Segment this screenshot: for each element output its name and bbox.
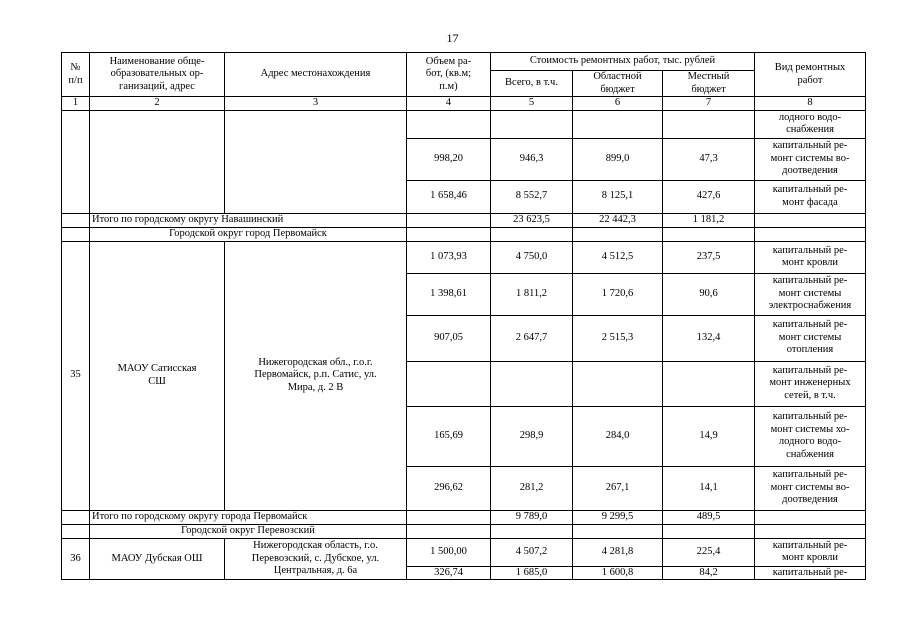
regional-cell: 2 515,3: [573, 315, 663, 361]
header-total: Всего, в т.ч.: [491, 71, 573, 97]
local-cell: 132,4: [663, 315, 755, 361]
work-type-cell: лодного водо- снабжения: [755, 110, 866, 138]
work-type-cell: капитальный ре- монт системы электроснабжения: [755, 273, 866, 315]
local-cell: 14,9: [663, 406, 755, 466]
work-type-cell: капитальный ре-: [755, 566, 866, 580]
colnum: 7: [663, 97, 755, 111]
regional-cell: [573, 110, 663, 138]
subtotal-local: 1 181,2: [663, 213, 755, 227]
empty-cell: [755, 227, 866, 241]
volume-cell: 1 073,93: [407, 241, 491, 273]
regional-cell: [573, 361, 663, 406]
total-cell: 298,9: [491, 406, 573, 466]
volume-cell: 998,20: [407, 138, 491, 180]
table-row: [62, 538, 866, 566]
volume-cell: [407, 110, 491, 138]
subtotal-total: 23 623,5: [491, 213, 573, 227]
header-local: Местный бюджет: [663, 71, 755, 97]
row-number-empty: [62, 110, 90, 213]
subtotal-label: Итого по городскому округу города Первомайск: [90, 510, 407, 524]
regional-cell: 8 125,1: [573, 180, 663, 213]
colnum: 4: [407, 97, 491, 111]
local-cell: 84,2: [663, 566, 755, 580]
work-type-cell: капитальный ре- монт кровли: [755, 241, 866, 273]
regional-cell: 4 512,5: [573, 241, 663, 273]
district-row: [62, 524, 866, 538]
subtotal-row: [62, 213, 866, 227]
work-type-cell: [755, 510, 866, 524]
local-cell: 47,3: [663, 138, 755, 180]
regional-cell: 284,0: [573, 406, 663, 466]
total-cell: 8 552,7: [491, 180, 573, 213]
subtotal-row: [62, 510, 866, 524]
empty-cell: [407, 227, 491, 241]
total-cell: 1 811,2: [491, 273, 573, 315]
colnum: 8: [755, 97, 866, 111]
org-address: Нижегородская обл., г.о.г. Первомайск, р.п. Сатис, ул. Мира, д. 2 В: [225, 241, 407, 510]
subtotal-regional: 9 299,5: [573, 510, 663, 524]
table-row: [62, 241, 866, 273]
colnum: 6: [573, 97, 663, 111]
district-title: Городской округ Перевозский: [90, 524, 407, 538]
address-empty: [225, 110, 407, 213]
subtotal-label: Итого по городскому округу Навашинский: [90, 213, 407, 227]
volume-cell: 1 658,46: [407, 180, 491, 213]
district-title: Городской округ город Первомайск: [90, 227, 407, 241]
total-cell: 946,3: [491, 138, 573, 180]
local-cell: 225,4: [663, 538, 755, 566]
empty-cell: [755, 524, 866, 538]
column-number-row: [62, 97, 866, 111]
district-row: [62, 227, 866, 241]
colnum: 2: [90, 97, 225, 111]
header-address: Адрес местонахождения: [225, 53, 407, 97]
work-type-cell: капитальный ре- монт системы отопления: [755, 315, 866, 361]
work-type-cell: капитальный ре- монт системы во- доотведения: [755, 466, 866, 510]
local-cell: 14,1: [663, 466, 755, 510]
total-cell: 4 750,0: [491, 241, 573, 273]
row-number: 35: [62, 241, 90, 510]
regional-cell: 4 281,8: [573, 538, 663, 566]
total-cell: [491, 110, 573, 138]
header-regional: Областной бюджет: [573, 71, 663, 97]
total-cell: 281,2: [491, 466, 573, 510]
org-address: Нижегородская область, г.о. Перевозский, с. Дубское, ул. Центральная, д. 6а: [225, 538, 407, 580]
total-cell: 1 685,0: [491, 566, 573, 580]
header-number: № п/п: [62, 53, 90, 97]
local-cell: [663, 110, 755, 138]
table-row: [62, 110, 866, 138]
volume-cell: 907,05: [407, 315, 491, 361]
work-type-cell: [755, 213, 866, 227]
empty-cell: [663, 524, 755, 538]
local-cell: [663, 361, 755, 406]
district-spacer: [62, 524, 90, 538]
header-org-name: Наименование обще- образовательных ор- ганизаций, адрес: [90, 53, 225, 97]
org-name-empty: [90, 110, 225, 213]
org-name: МАОУ Сатисская СШ: [90, 241, 225, 510]
work-type-cell: капитальный ре- монт системы хо- лодного водо- снабжения: [755, 406, 866, 466]
volume-cell: [407, 213, 491, 227]
colnum: 5: [491, 97, 573, 111]
work-type-cell: капитальный ре- монт инженерных сетей, в т.ч.: [755, 361, 866, 406]
header-work-type: Вид ремонтных работ: [755, 53, 866, 97]
total-cell: 2 647,7: [491, 315, 573, 361]
regional-cell: 1 720,6: [573, 273, 663, 315]
empty-cell: [573, 524, 663, 538]
volume-cell: 326,74: [407, 566, 491, 580]
empty-cell: [407, 524, 491, 538]
total-cell: [491, 361, 573, 406]
repair-costs-table: [61, 52, 866, 580]
regional-cell: 1 600,8: [573, 566, 663, 580]
page-number: 17: [446, 31, 459, 45]
colnum: 3: [225, 97, 407, 111]
empty-cell: [573, 227, 663, 241]
subtotal-regional: 22 442,3: [573, 213, 663, 227]
empty-cell: [663, 227, 755, 241]
volume-cell: [407, 361, 491, 406]
header-cost-group: Стоимость ремонтных работ, тыс. рублей: [491, 53, 755, 71]
header-volume: Объем ра- бот, (кв.м; п.м): [407, 53, 491, 97]
work-type-cell: капитальный ре- монт фасада: [755, 180, 866, 213]
work-type-cell: капитальный ре- монт кровли: [755, 538, 866, 566]
local-cell: 237,5: [663, 241, 755, 273]
volume-cell: 296,62: [407, 466, 491, 510]
empty-cell: [491, 227, 573, 241]
volume-cell: [407, 510, 491, 524]
row-number: 36: [62, 538, 90, 580]
subtotal-total: 9 789,0: [491, 510, 573, 524]
work-type-cell: капитальный ре- монт системы во- доотведения: [755, 138, 866, 180]
district-spacer: [62, 227, 90, 241]
volume-cell: 1 398,61: [407, 273, 491, 315]
local-cell: 427,6: [663, 180, 755, 213]
volume-cell: 165,69: [407, 406, 491, 466]
colnum: 1: [62, 97, 90, 111]
empty-cell: [491, 524, 573, 538]
total-cell: 4 507,2: [491, 538, 573, 566]
subtotal-spacer: [62, 510, 90, 524]
regional-cell: 267,1: [573, 466, 663, 510]
volume-cell: 1 500,00: [407, 538, 491, 566]
org-name: МАОУ Дубская ОШ: [90, 538, 225, 580]
local-cell: 90,6: [663, 273, 755, 315]
regional-cell: 899,0: [573, 138, 663, 180]
subtotal-local: 489,5: [663, 510, 755, 524]
subtotal-spacer: [62, 213, 90, 227]
